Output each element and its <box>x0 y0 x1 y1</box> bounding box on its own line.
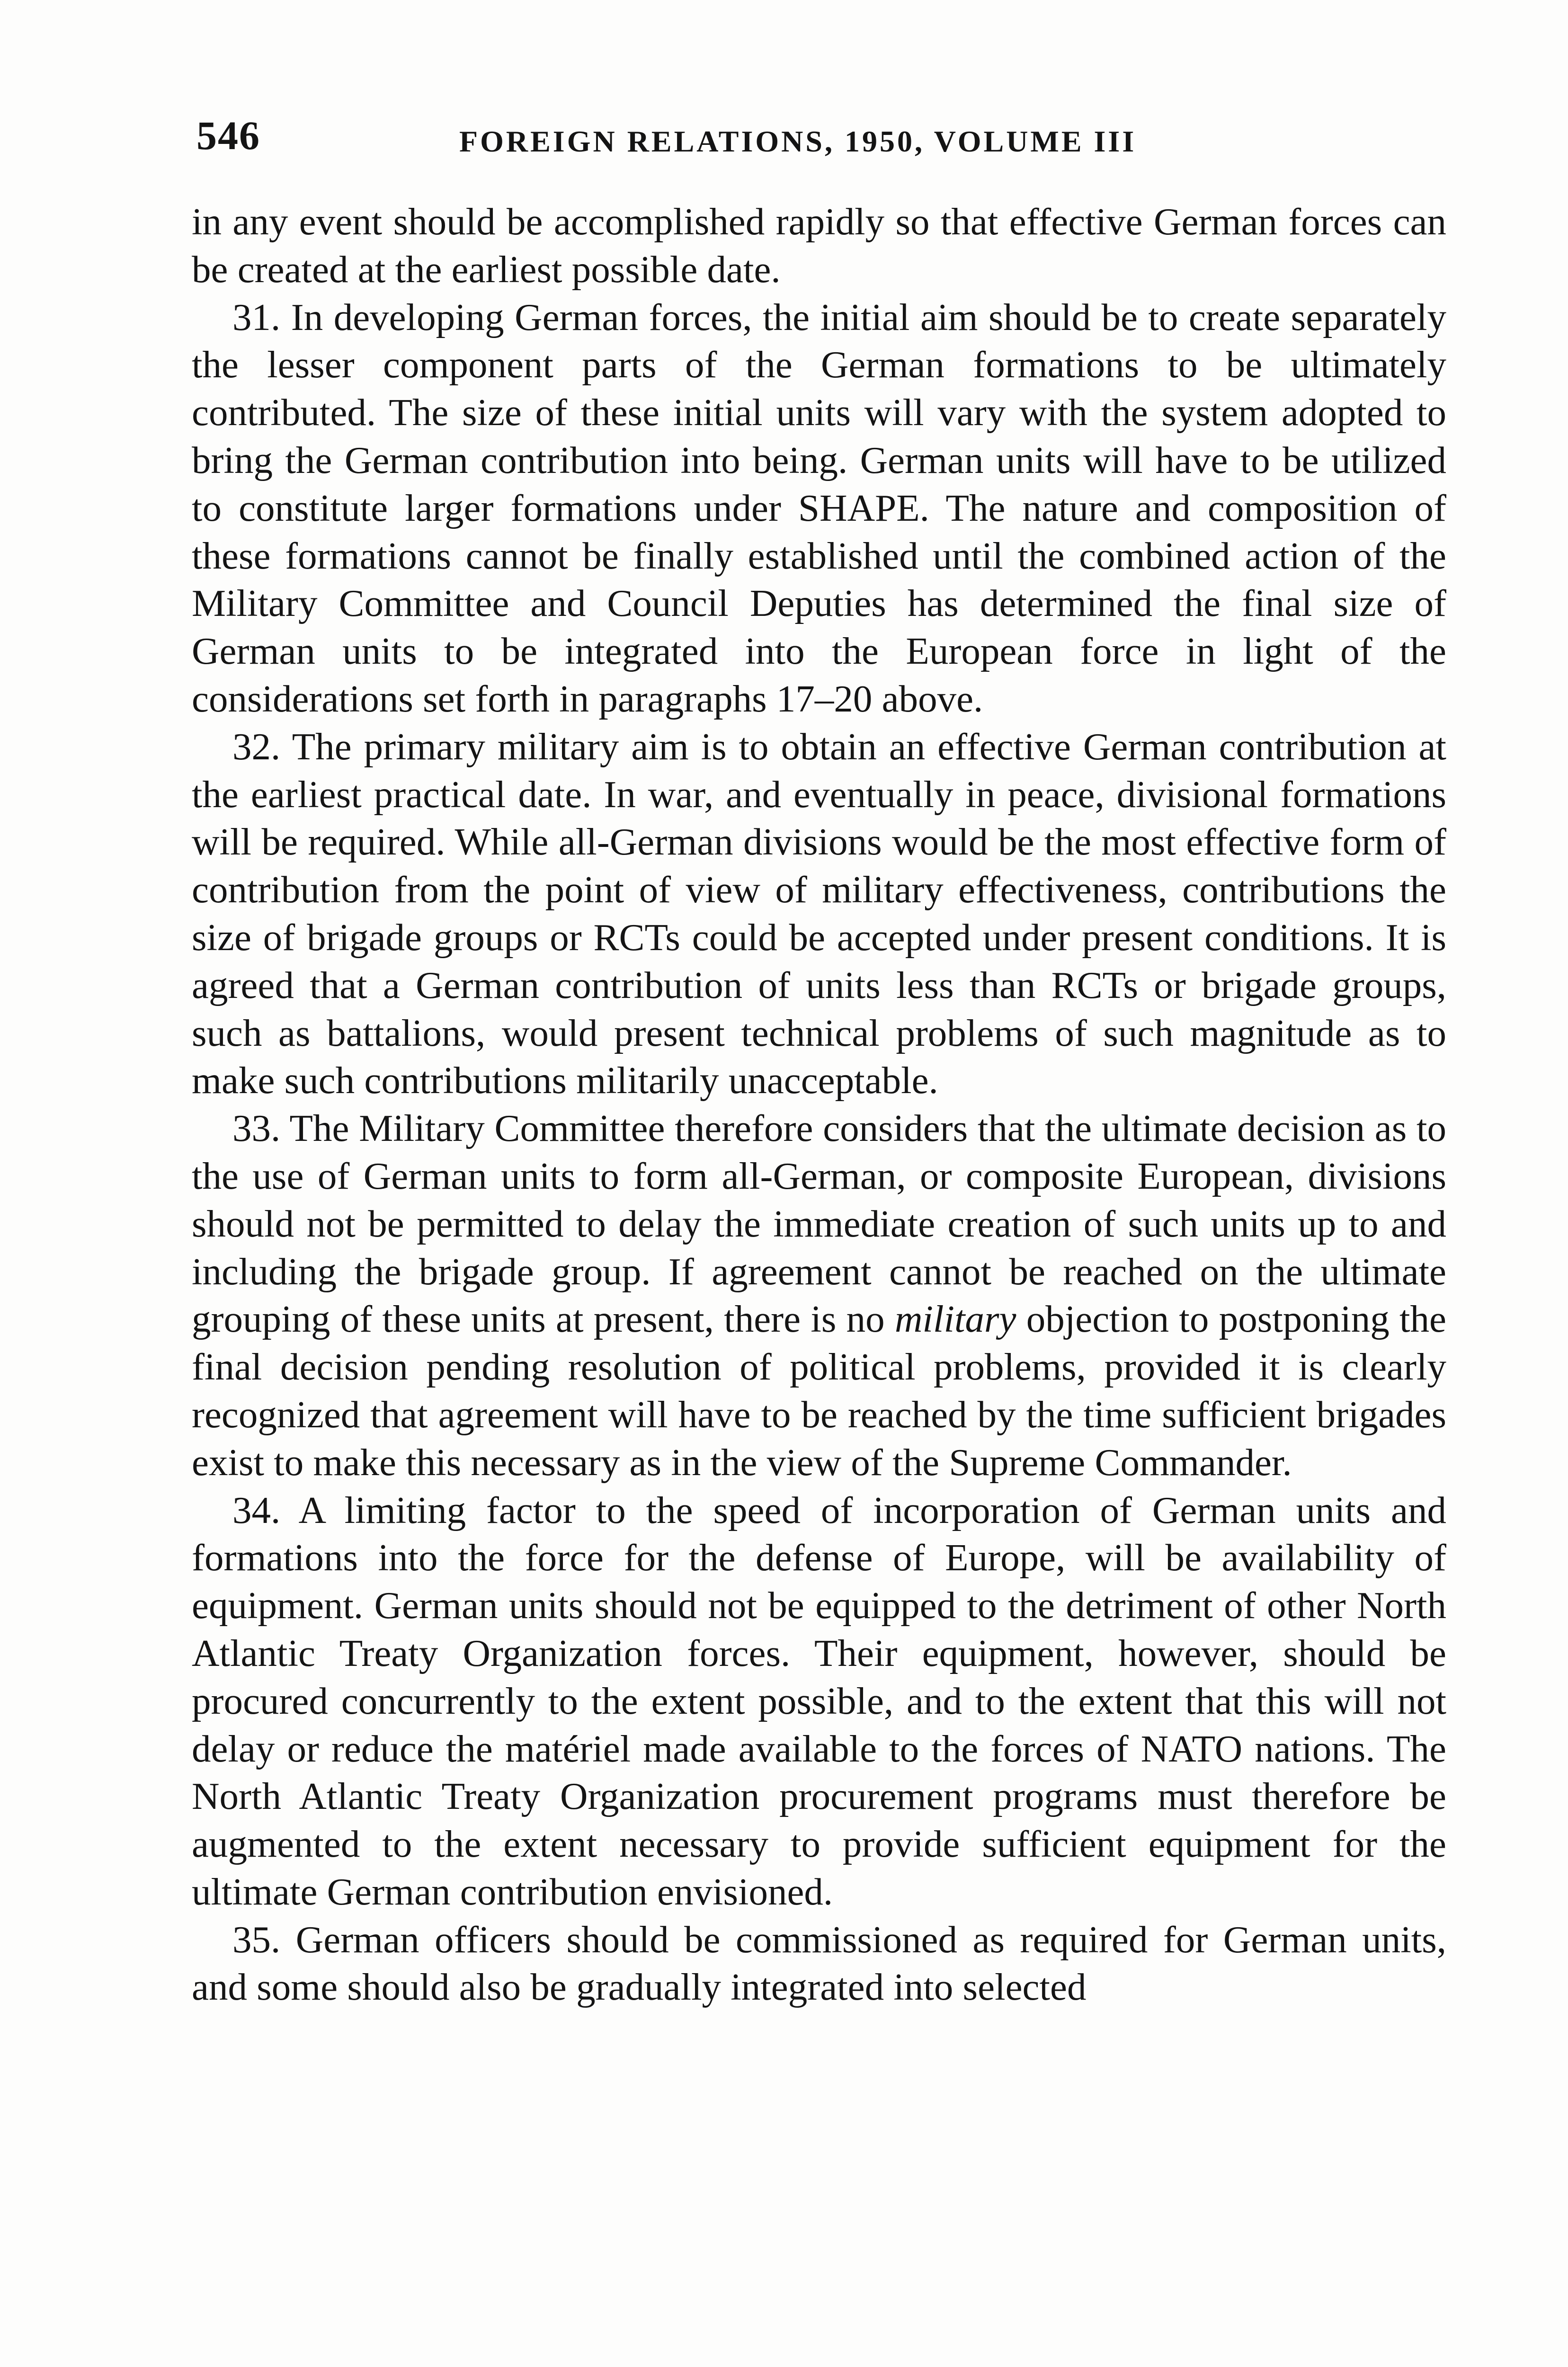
page-header <box>196 112 1446 178</box>
paragraph-33 <box>192 1104 1446 1486</box>
paragraph-34: 34. A limiting factor to the speed of incorporation of German units and formations into the force for the defense of Europe, will be availability of equipment. German units should not be equipped to the detriment of other North Atlantic Treaty Organization forces. Their equipment, however, should be procured concurrently to the extent possible, and to the extent that this will not delay or reduce the matériel made available to the forces of NATO nations. The North Atlantic Treaty Organization procurement programs must therefore be augmented to the extent necessary to provide sufficient equipment for the ultimate German contribution envisioned. <box>192 1488 1446 1913</box>
emphasis-military: military <box>894 1298 1016 1341</box>
body-text <box>192 198 1446 2011</box>
paragraph-33-text-before: 33. The Military Committee therefore considers that the ultimate decision as to the use of German units to form all-German, or composite European, divisions should not be permitted to delay the immediate creation of such units up to and including the brigade group. If agreement cannot be reached on the ultimate grouping of these units at present, there is no <box>192 1107 1446 1341</box>
paragraph-31: 31. In developing German forces, the initial aim should be to create separately the lesser component parts of the German formations to be ultimately contributed. The size of these initial units will vary with the system adopted to bring the German contribution into being. German units will have to be utilized to constitute larger formations under SHAPE. The nature and composition of these formations cannot be finally established until the combined action of the Military Committee and Council Deputies has determined the final size of German units to be integrated into the European force in light of the considerations set forth in paragraphs 17–20 above. <box>192 295 1446 720</box>
paragraph-35: 35. German officers should be commissioned as required for German units, and some should also be gradually integrated into selected <box>192 1918 1446 2009</box>
paragraph-32: 32. The primary military aim is to obtain an effective German contribution at the earliest practical date. In war, and eventually in peace, divisional formations will be required. While all-German divisions would be the most effective form of contribution from the point of view of military effectiveness, contributions the size of brigade groups or RCTs could be accepted under present conditions. It is agreed that a German contribution of units less than RCTs or brigade groups, such as battalions, would present technical problems of such magnitude as to make such contributions militarily unacceptable. <box>192 725 1446 1102</box>
page-number: 546 <box>196 113 260 158</box>
paragraph-33-text-after: objection to postponing the final decision pending resolution of political problems, provided it is clearly recognized that agreement will have to be reached by the time sufficient brigades exist to make this necessary as in the view of the Supreme Commander. <box>192 1298 1446 1484</box>
paragraph-continuation: in any event should be accomplished rapidly so that effective German forces can be created at the earliest possible date. <box>192 200 1446 291</box>
running-title: FOREIGN RELATIONS, 1950, VOLUME III <box>459 125 1137 158</box>
